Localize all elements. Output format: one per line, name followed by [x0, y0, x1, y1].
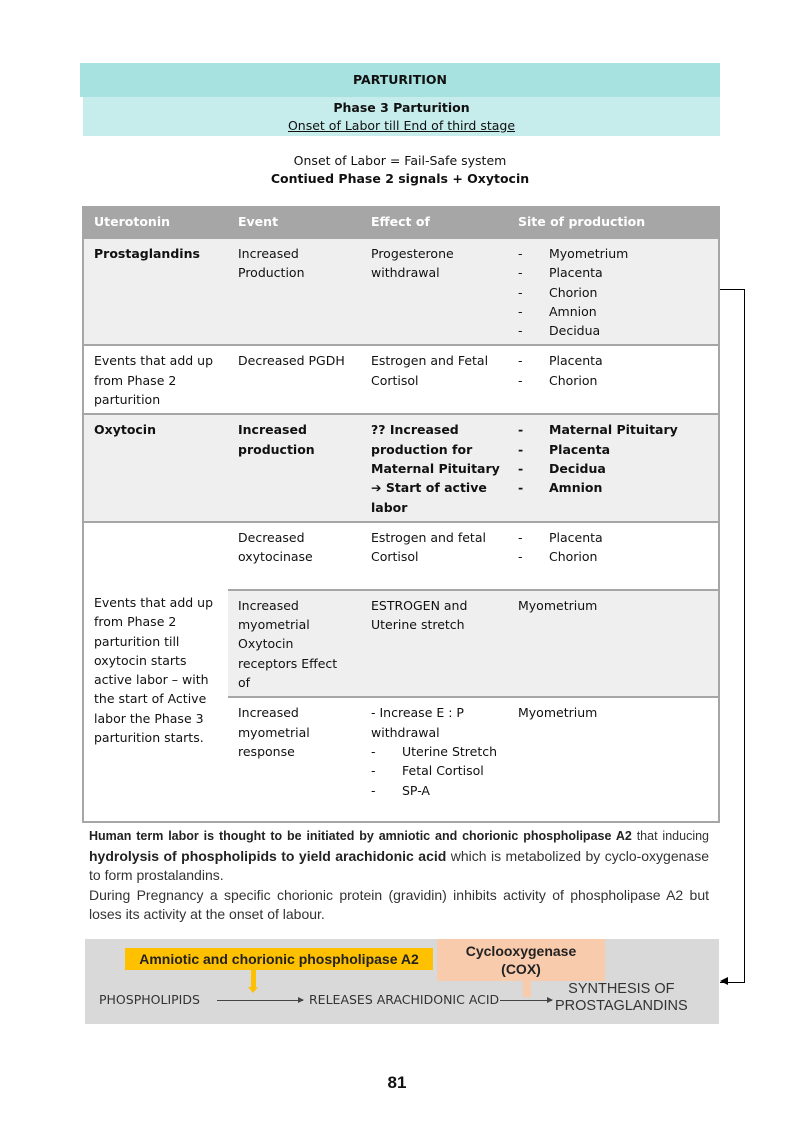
cell-site — [508, 345, 719, 414]
enzyme-phospholipase-label: Amniotic and chorionic phospholipase A2 — [125, 948, 433, 970]
col-header-effect: Effect of — [361, 206, 508, 238]
cell-effect: Progesterone withdrawal — [361, 238, 508, 345]
prostaglandin-pathway-diagram — [85, 939, 719, 1024]
cell-effect: Estrogen and fetal Cortisol — [361, 522, 508, 590]
cell-effect: ?? Increased production for Maternal Pituitary ➔ Start of active labor — [361, 414, 508, 521]
cell-event: Increased myometrial Oxytocin receptors Effect of — [228, 590, 361, 697]
site-item: - Chorion — [518, 372, 598, 388]
site-item: - Decidua — [518, 460, 606, 476]
cell-event: Increased production — [228, 414, 361, 521]
cell-uterotonin: Prostaglandins — [83, 238, 228, 345]
intro — [80, 152, 720, 188]
arrow-right-icon — [500, 1000, 552, 1001]
effect-item: - SP-A — [371, 782, 430, 798]
explanation-paragraph: Human term labor is thought to be initiated by amniotic and chorionic phospholipase A2 that inducing hydrolysis of phospholipids to yield arachidonic acid which is metabolized by cyclo-oxygenase to form prostalandins. During Pregnancy a specific chorionic protein (gravidin) inhibits activity of phospholipase A2 but loses its activity at the onset of labour. — [89, 829, 709, 922]
cell-site — [508, 238, 719, 345]
col-header-uterotonin: Uterotonin — [83, 206, 228, 238]
cell-site — [508, 522, 719, 590]
enzyme1-arrow-icon — [251, 970, 256, 988]
connector-line — [720, 289, 745, 983]
site-item: - Decidua — [518, 323, 601, 339]
node-arachidonic-acid: RELEASES ARACHIDONIC ACID — [309, 992, 500, 1007]
page-title-banner — [80, 63, 720, 97]
site-item: - Amnion — [518, 480, 603, 496]
site-item: - Chorion — [518, 284, 598, 300]
cell-event: Increased Production — [228, 238, 361, 345]
col-header-site: Site of production — [508, 206, 719, 238]
cell-event: Decreased oxytocinase — [228, 522, 361, 590]
table-row — [83, 238, 719, 345]
site-item: - Amnion — [518, 303, 597, 319]
phase-title: Phase 3 Parturition — [333, 100, 470, 115]
effect-item: - Fetal Cortisol — [371, 763, 484, 779]
cell-event: Decreased PGDH — [228, 345, 361, 414]
cell-site: Myometrium — [508, 590, 719, 697]
site-item: - Placenta — [518, 353, 603, 369]
table-row — [83, 345, 719, 414]
arrow-right-icon — [217, 1000, 303, 1001]
cell-effect: ESTROGEN and Uterine stretch — [361, 590, 508, 697]
enzyme-cox-label: Cyclooxygenase (COX) — [437, 939, 605, 981]
site-item: - Placenta — [518, 529, 603, 545]
page-title: PARTURITION — [353, 72, 447, 87]
site-item: - Placenta — [518, 265, 603, 281]
site-item: - Placenta — [518, 441, 611, 457]
page-number: 81 — [387, 1073, 407, 1092]
table-header-row — [83, 206, 719, 238]
site-item: - Chorion — [518, 549, 598, 565]
node-phospholipids: PHOSPHOLIPIDS — [99, 992, 200, 1007]
phase-banner — [83, 97, 720, 136]
cell-effect: - Increase E : P withdrawal - Uterine Stretch - Fetal Cortisol - SP-A — [361, 697, 508, 822]
cell-effect: Estrogen and Fetal Cortisol — [361, 345, 508, 414]
connector-arrow-icon — [720, 977, 728, 985]
paragraph-2: During Pregnancy a specific chorionic protein (gravidin) inhibits activity of phospholipase A2 but loses its activity at the onset of labour. — [89, 886, 709, 922]
uterotonin-table — [82, 206, 720, 823]
intro-line-2: Contiued Phase 2 signals + Oxytocin — [270, 171, 530, 186]
node-prostaglandins: SYNTHESIS OF PROSTAGLANDINS — [555, 981, 688, 1014]
phase-subtitle: Onset of Labor till End of third stage — [287, 118, 516, 133]
intro-line-1: Onset of Labor = Fail-Safe system — [293, 153, 507, 168]
cell-uterotonin: Oxytocin — [83, 414, 228, 521]
table-row — [83, 414, 719, 521]
effect-item: - Uterine Stretch — [371, 743, 498, 759]
site-item: - Maternal Pituitary — [518, 422, 678, 438]
col-header-event: Event — [228, 206, 361, 238]
cell-site: Myometrium — [508, 697, 719, 822]
cell-site — [508, 414, 719, 521]
table-row — [83, 522, 719, 590]
cell-event: Increased myometrial response — [228, 697, 361, 822]
cell-uterotonin: Events that add up from Phase 2 parturition till oxytocin starts active labor – with the start of Active labor the Phase 3 parturition starts. — [83, 522, 228, 822]
cell-uterotonin: Events that add up from Phase 2 parturition — [83, 345, 228, 414]
site-item: - Myometrium — [518, 246, 629, 261]
enzyme2-arrow-icon — [523, 981, 531, 997]
